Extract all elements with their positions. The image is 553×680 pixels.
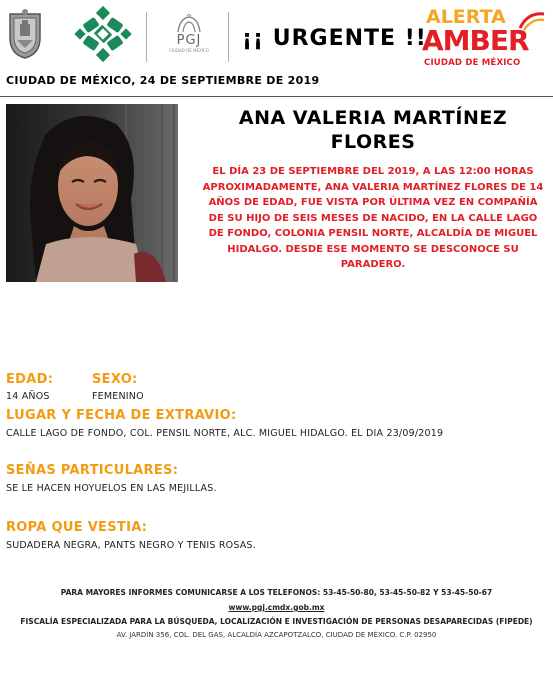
age-value: 14 AÑOS — [6, 391, 50, 402]
case-description: EL DÍA 23 DE SEPTIEMBRE DEL 2019, A LAS 12:00 HORAS APROXIMADAMENTE, ANA VALERIA MARTÍNEZ FLORES DE 14 AÑOS DE EDAD, FUE VISTA POR ÚLTIMA VEZ EN COMPAÑÍA DE SU HIJO DE SEIS MESES DE NACIDO, EN LA CALLE LAGO DE FONDO, COLONIA PENSIL NORTE, ALCALDÍA DE MIGUEL HIDALGO. DESDE ESE MOMENTO SE DESCONOCE SU PARADERO. — [202, 166, 544, 270]
cdmx-emblem-icon — [72, 4, 134, 64]
clothing-label: ROPA QUE VESTIA: — [6, 520, 148, 535]
sex-label: SEXO: — [92, 372, 138, 387]
sex-value: FEMENINO — [92, 391, 144, 402]
pgj-logo-subtext: CIUDAD DE MÉXICO — [169, 48, 209, 53]
header-rule — [0, 96, 553, 97]
place-date-label: LUGAR Y FECHA DE EXTRAVIO: — [6, 408, 237, 423]
distinguishing-marks-value: SE LE HACEN HOYUELOS EN LAS MEJILLAS. — [6, 483, 217, 494]
urgent-heading: ¡¡ URGENTE !! — [242, 26, 427, 51]
footer-address: AV. JARDÍN 356, COL. DEL GAS, ALCALDÍA AZCAPOTZALCO, CIUDAD DE MÉXICO. C.P. 02950 — [116, 631, 437, 639]
missing-person-photo — [6, 104, 178, 282]
pgj-logo-text: PGJ — [176, 33, 202, 48]
alerta-amber-logo-icon — [418, 6, 546, 72]
age-label: EDAD: — [6, 372, 54, 387]
amber-logo-alerta: ALERTA — [426, 6, 506, 28]
header-divider — [146, 12, 147, 62]
clothing-value: SUDADERA NEGRA, PANTS NEGRO Y TENIS ROSAS. — [6, 540, 256, 551]
header-divider — [228, 12, 229, 62]
mexico-city-shield-icon — [6, 8, 44, 60]
footer-phones: PARA MAYORES INFORMES COMUNICARSE A LOS TELEFONOS: 53-45-50-80, 53-45-50-82 Y 53-45-50-67 — [60, 588, 493, 597]
footer-website-link[interactable]: www.pgj.cmdx.gob.mx — [228, 603, 325, 612]
place-date-value: CALLE LAGO DE FONDO, COL. PENSIL NORTE, ALC. MIGUEL HIDALGO. EL DIA 23/09/2019 — [6, 428, 444, 439]
dateline: CIUDAD DE MÉXICO, 24 DE SEPTIEMBRE DE 2019 — [6, 74, 320, 87]
footer-fiscalia: FISCALÍA ESPECIALIZADA PARA LA BÚSQUEDA, LOCALIZACIÓN E INVESTIGACIÓN DE PERSONAS DESAPARECIDAS (FIPEDE) — [20, 617, 533, 626]
distinguishing-marks-label: SEÑAS PARTICULARES: — [6, 463, 179, 478]
amber-logo-city: CIUDAD DE MÉXICO — [424, 58, 521, 68]
pgj-logo-icon — [158, 14, 220, 62]
amber-logo-amber: AMBER — [422, 24, 529, 57]
missing-person-name: ANA VALERIA MARTÍNEZ FLORES — [238, 107, 508, 153]
